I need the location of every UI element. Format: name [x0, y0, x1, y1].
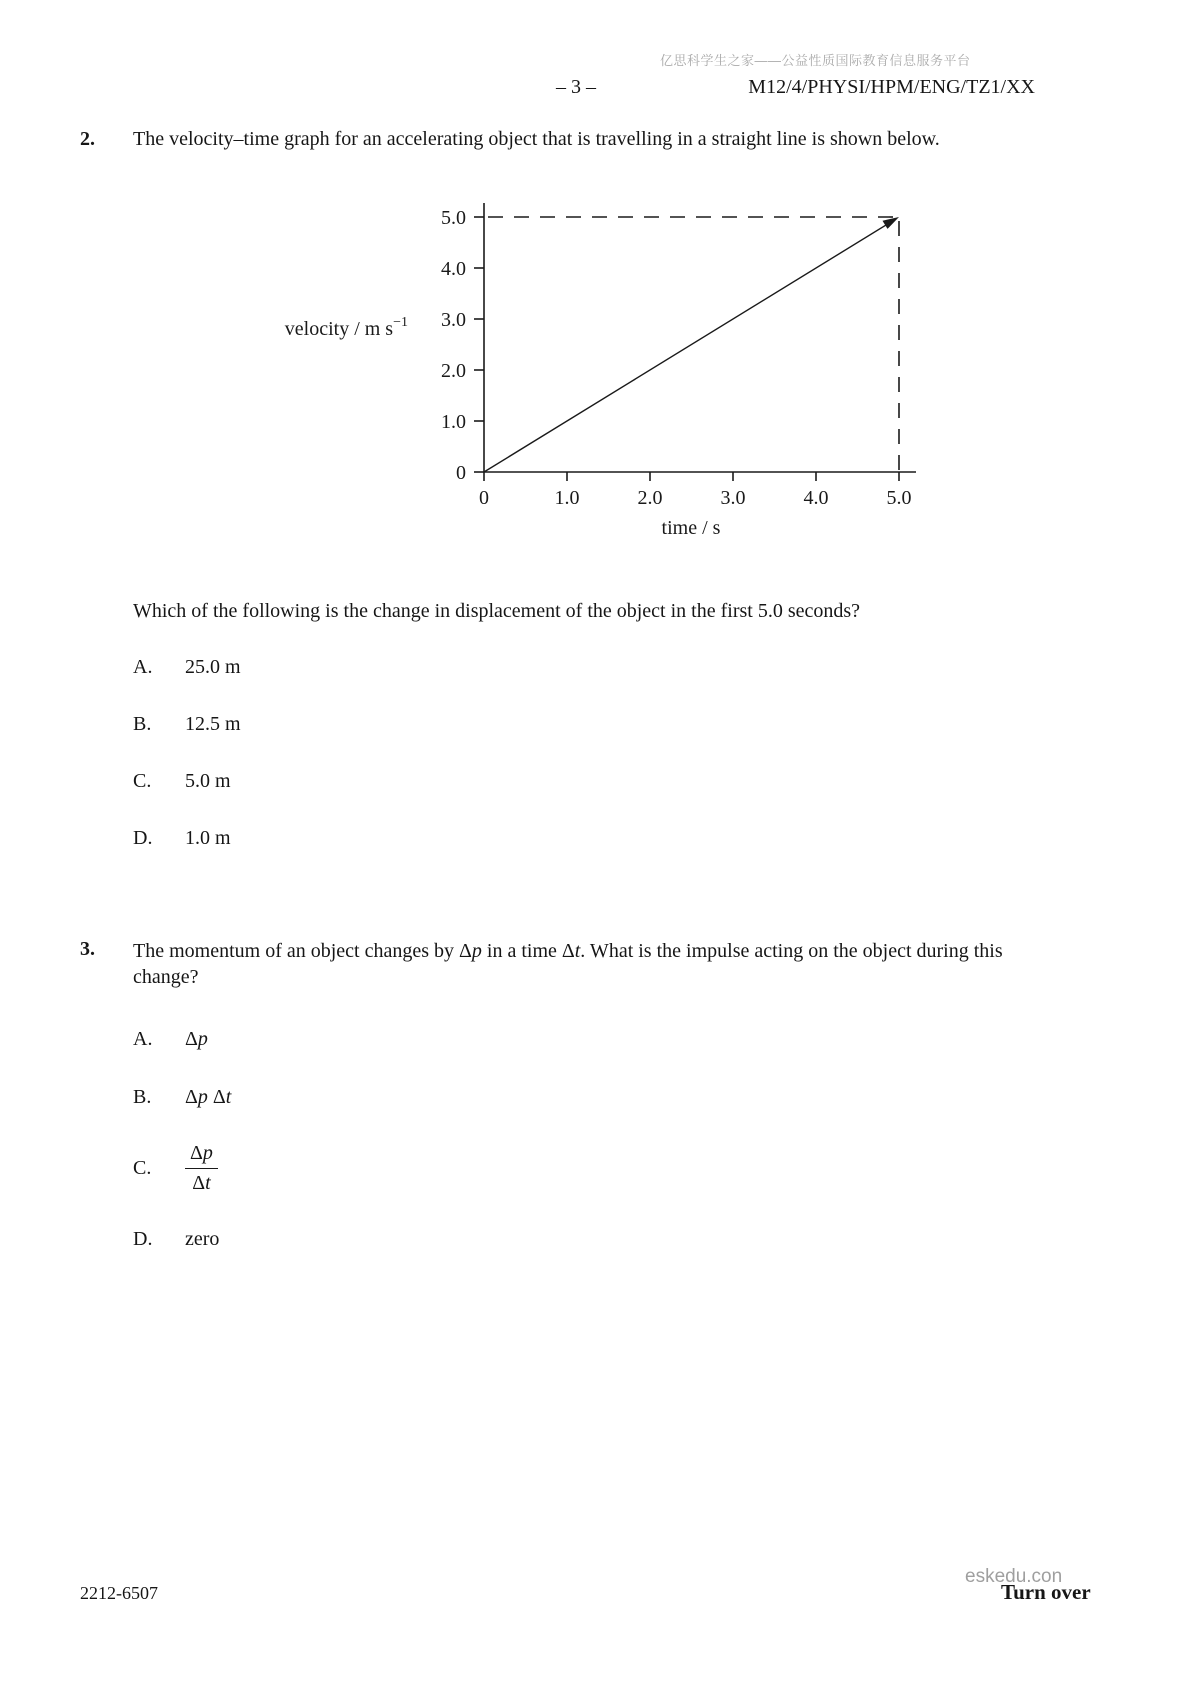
x-tick-label: 3.0: [720, 487, 746, 509]
option-row: [133, 655, 241, 679]
option-row: [133, 1142, 218, 1195]
question-2-options: [133, 655, 241, 883]
option-value: Δp: [185, 1028, 208, 1050]
question-3-number: 3.: [80, 938, 95, 960]
header-watermark: 亿思科学生之家——公益性质国际教育信息服务平台: [660, 53, 971, 68]
y-tick-label: 5.0: [441, 207, 466, 229]
page-number: – 3 –: [556, 76, 596, 98]
question-3-text: The momentum of an object changes by Δp in a time Δt. What is the impulse acting on the object during this change?: [133, 940, 1003, 988]
x-tick-labels: [479, 487, 912, 509]
option-letter: A.: [133, 656, 153, 678]
option-letter: D.: [133, 827, 153, 849]
x-axis-label: time / s: [661, 517, 721, 539]
turn-over-label: Turn over: [1001, 1580, 1091, 1604]
question-2-prompt: Which of the following is the change in displacement of the object in the first 5.0 seconds?: [133, 600, 861, 622]
option-value: 12.5 m: [185, 713, 241, 735]
x-tick-label: 5.0: [886, 487, 912, 509]
y-tick-label: 0: [456, 462, 466, 484]
option-letter: D.: [133, 1228, 153, 1250]
option-row: [133, 1086, 231, 1109]
option-value: zero: [185, 1228, 220, 1250]
velocity-line: [484, 220, 895, 473]
option-row: [133, 769, 241, 793]
option-letter: B.: [133, 713, 152, 735]
velocity-time-graph: [258, 183, 948, 553]
x-tick-label: 4.0: [803, 487, 829, 509]
y-tick-label: 1.0: [441, 411, 466, 433]
option-row: [133, 1228, 219, 1251]
x-axis-ticks: [484, 472, 899, 481]
option-value: 25.0 m: [185, 656, 241, 678]
fraction-numerator: Δp: [185, 1142, 218, 1169]
option-row: [133, 826, 241, 850]
y-axis-label: velocity / m $s^{-1}$: [284, 315, 408, 340]
option-value: 5.0 m: [185, 770, 231, 792]
question-2-text: The velocity–time graph for an accelerating object that is travelling in a straight line is shown below.: [133, 128, 940, 150]
footer-watermark: eskedu.con: [965, 1566, 1063, 1587]
y-tick-labels: [441, 207, 466, 484]
option-value: 1.0 m: [185, 827, 231, 849]
option-letter: C.: [133, 770, 152, 792]
option-value: Δp Δt: [185, 1086, 232, 1108]
x-tick-label: 2.0: [637, 487, 663, 509]
fraction-denominator: Δt: [192, 1172, 211, 1194]
option-letter: C.: [133, 1157, 152, 1179]
option-letter: A.: [133, 1028, 153, 1050]
y-tick-label: 2.0: [441, 360, 466, 382]
x-tick-label: 0: [479, 487, 489, 509]
fraction: [185, 1142, 218, 1195]
x-tick-label: 1.0: [554, 487, 580, 509]
document-code: 2212-6507: [80, 1583, 158, 1603]
y-tick-label: 3.0: [441, 309, 466, 331]
exam-code: M12/4/PHYSI/HPM/ENG/TZ1/XX: [748, 76, 1035, 98]
option-row: [133, 1028, 208, 1051]
question-2-number: 2.: [80, 128, 95, 150]
y-tick-label: 4.0: [441, 258, 466, 280]
option-letter: B.: [133, 1086, 152, 1108]
option-row: [133, 712, 241, 736]
y-axis-ticks: [474, 217, 484, 472]
velocity-line-arrowhead: [883, 217, 900, 229]
